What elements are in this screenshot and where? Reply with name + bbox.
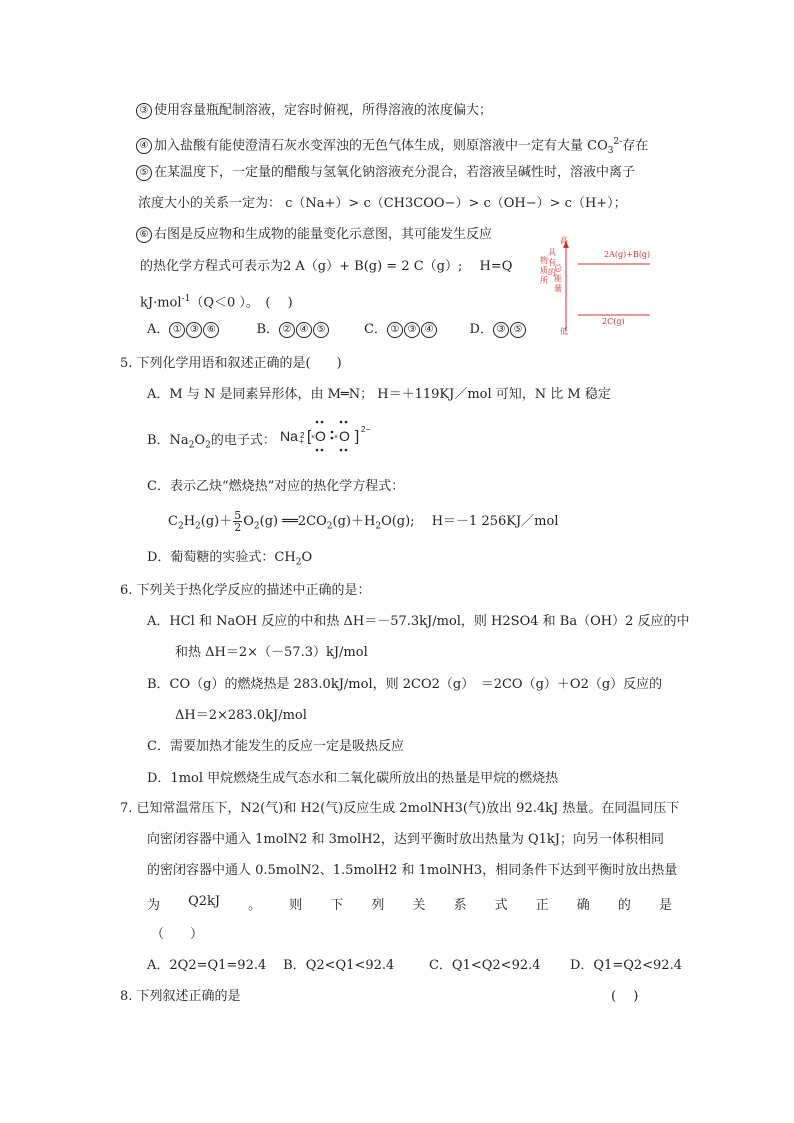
svg-text:[: [: [307, 428, 312, 445]
circled-number: ④: [421, 322, 437, 338]
eq-part: O: [243, 514, 254, 529]
justified-word: 确: [576, 898, 590, 913]
subscript: 3: [607, 145, 614, 156]
justified-word: 关: [412, 898, 426, 913]
option-text: O: [194, 433, 206, 448]
statement-6-line3: [140, 290, 293, 312]
option-value: 2Q2=Q1=92.4: [169, 958, 267, 973]
statement-text: kJ·mol: [140, 295, 182, 311]
option-value: [387, 322, 438, 337]
subscript: 2: [326, 521, 333, 532]
statement-6: [136, 226, 492, 244]
statement-6-line2: [140, 258, 512, 276]
circled-number: ③: [493, 322, 509, 338]
q4-options: [147, 321, 527, 339]
circled-number: ④: [296, 322, 312, 338]
svg-text:2: 2: [300, 431, 305, 440]
q8-stem: 8. 下列叙述正确的是: [120, 989, 241, 1004]
justified-word: 正: [535, 898, 549, 913]
option-text: O: [301, 550, 313, 565]
eq-part: O(g); H＝－1 256KJ／mol: [381, 514, 559, 529]
statement-5: [136, 164, 635, 182]
circled-number: ①: [387, 322, 403, 338]
q5-option-c-equation: [168, 510, 559, 536]
option-d[interactable]: [470, 321, 527, 339]
statement-4: [136, 133, 648, 160]
eq-part: (g)＋H: [332, 514, 376, 529]
axis-bottom-label: 低: [560, 327, 568, 336]
lower-level-label: 2C(g): [602, 317, 625, 326]
q7-answer-paren: （ ）: [151, 927, 204, 942]
subscript: 2: [195, 521, 201, 532]
option-label: A．: [147, 322, 170, 337]
circled-number: ⑤: [510, 322, 526, 338]
option-b[interactable]: [256, 321, 364, 339]
subscript: 2: [205, 440, 211, 451]
axis-y-label-char: 总: [554, 264, 562, 273]
option-label: B．: [283, 958, 306, 973]
subscript: 2: [188, 440, 195, 451]
svg-text:+: +: [299, 437, 304, 446]
svg-text:2−: 2−: [361, 425, 371, 434]
electron-formula-svg: [280, 414, 372, 454]
upper-level-label: 2A(g)+B(g): [604, 250, 651, 259]
superscript: 2-: [613, 137, 623, 147]
option-value: [279, 322, 330, 337]
q5-option-a[interactable]: A．M 与 N 是同素异形体，由 M═N； H＝＋119KJ／mol 可知，N 比 M 稳定: [147, 387, 611, 402]
justified-word: 是: [658, 898, 672, 913]
option-label: B．: [256, 322, 280, 337]
option-text: B．Na: [147, 433, 189, 448]
superscript: -1: [181, 294, 191, 304]
circled-number: ②: [279, 322, 295, 338]
q6-option-a[interactable]: A．HCl 和 NaOH 反应的中和热 ΔH＝－57.3kJ/mol，则 H2SO4 和 Ba（OH）2 反应的中: [147, 614, 690, 629]
svg-text:]: ]: [355, 428, 360, 445]
axis-y-label-char: 具: [548, 248, 556, 257]
energy-diagram: [538, 238, 658, 338]
subscript: 2: [177, 521, 184, 532]
justified-word: 。: [248, 898, 262, 913]
option-value: Q2<Q1<92.4: [305, 958, 395, 973]
axis-y-label-char: 能: [554, 274, 562, 283]
justified-word: 的: [617, 898, 631, 913]
subscript: 2: [375, 521, 382, 532]
subscript: 2: [295, 557, 302, 568]
option-text: D．葡萄糖的实验式：CH: [147, 550, 296, 565]
option-a[interactable]: [147, 321, 256, 339]
circled-number: ③: [404, 322, 420, 338]
option-d[interactable]: [570, 957, 682, 975]
option-b[interactable]: [283, 957, 429, 975]
q6-option-c[interactable]: C．需要加热才能发生的反应一定是吸热反应: [147, 739, 404, 754]
circled-number: ①: [169, 322, 185, 338]
q7-options: [147, 957, 682, 975]
option-value: Q1<Q2<92.4: [451, 958, 541, 973]
eq-part: H: [183, 514, 196, 529]
statement-text: 右图是反应物和生成物的能量变化示意图，其可能发生反应: [154, 227, 493, 242]
svg-text:Na: Na: [280, 428, 298, 444]
axis-top-label: 高: [560, 236, 568, 245]
q7-stem-line2: 向密闭容器中通入 1molN2 和 3molH2，达到平衡时放出热量为 Q1kJ；向另一体积相同: [147, 832, 664, 847]
circled-number: ④: [136, 138, 152, 154]
circled-number: ⑤: [313, 322, 329, 338]
justified-word: 则: [289, 898, 303, 913]
circled-number: ③: [136, 103, 152, 119]
justified-word: 系: [453, 898, 467, 913]
statement-text-end: 存在: [622, 138, 649, 154]
axis-y-label-char: 有: [548, 258, 556, 267]
q7-stem-line4: [147, 894, 672, 913]
fraction: [233, 510, 242, 533]
q6-option-a-cont: 和热 ΔH＝2×（－57.3）kJ/mol: [175, 645, 368, 660]
circled-number: ⑥: [203, 322, 219, 338]
svg-text:×: ×: [311, 434, 316, 441]
axis-y-label-char: 物: [540, 256, 548, 265]
q6-option-d[interactable]: D．1mol 甲烷燃烧生成气态水和二氧化碳所放出的热量是甲烷的燃烧热: [147, 771, 559, 786]
q5-option-d[interactable]: [147, 549, 312, 572]
svg-text:×: ×: [334, 434, 339, 441]
statement-text-end: （Q＜0 ）。 ( ): [190, 295, 293, 311]
svg-text:O: O: [339, 428, 350, 444]
justified-word: 下: [330, 898, 344, 913]
option-label: D．: [569, 958, 594, 973]
axis-y-label-char: 量: [554, 284, 562, 293]
q7-stem-line1: 7. 已知常温常压下，N2(气)和 H2(气)反应生成 2molNH3(气)放出 92.4kJ 热量。在同温同压下: [120, 801, 680, 816]
q5-stem: 5. 下列化学用语和叙述正确的是( ): [120, 356, 342, 371]
statement-5-line2: 浓度大小的关系一定为： c（Na+）> c（CH3COO−）> c（OH−）> c（H+）；: [138, 196, 627, 211]
statement-text: 使用容量瓶配制溶液，定容时俯视，所得溶液的浓度偏大；: [154, 103, 493, 118]
eq-part: (g) ══2CO: [259, 514, 327, 529]
axis-y-label-char: 质: [540, 266, 548, 275]
statement-3: [136, 102, 492, 120]
circled-number: ⑤: [136, 165, 152, 181]
subscript: 2: [253, 521, 260, 532]
option-a[interactable]: [147, 957, 283, 975]
q6-option-b-cont: ΔH＝2×283.0kJ/mol: [175, 708, 307, 723]
q6-option-b[interactable]: B．CO（g）的燃烧热是 283.0kJ/mol，则 2CO2（g） ＝2CO（g）＋O2（g）反应的: [147, 677, 663, 692]
option-value: Q1=Q2<92.4: [593, 958, 682, 973]
justified-word: 列: [371, 898, 385, 913]
option-label: C．: [363, 322, 387, 337]
fraction-numerator: 5: [234, 509, 242, 522]
statement-text: 在某温度下，一定量的醋酸与氢氧化钠溶液充分混合，若溶液呈碱性时，溶液中离子: [154, 165, 636, 180]
eq-part: C: [168, 514, 178, 529]
q5-option-c[interactable]: C．表示乙炔“燃烧热”对应的热化学方程式：: [147, 479, 405, 494]
option-c[interactable]: [364, 321, 470, 339]
option-text: 的电子式：: [210, 433, 276, 448]
option-label: A．: [147, 958, 170, 973]
q8-answer-paren: ( ): [611, 989, 639, 1004]
justified-word: 为: [147, 898, 161, 913]
fraction-denominator: 2: [234, 521, 242, 534]
q6-stem: 6. 下列关于热化学反应的描述中正确的是：: [120, 583, 371, 598]
axis-y-label-char: 的: [548, 268, 556, 277]
circled-number: ⑥: [136, 227, 152, 243]
option-label: D．: [469, 322, 493, 337]
justified-word: 式: [494, 898, 508, 913]
option-c[interactable]: [429, 957, 570, 975]
option-value: [169, 322, 220, 337]
circled-number: ③: [186, 322, 202, 338]
eq-part: (g)＋: [200, 514, 233, 529]
axis-y-label-char: 所: [540, 276, 548, 285]
option-label: C．: [428, 958, 452, 973]
statement-text: 的热化学方程式可表示为2 A（g）+ B(g) = 2 C（g）; H=Q: [140, 259, 513, 274]
statement-text: 加入盐酸有能使澄清石灰水变浑浊的无色气体生成，则原溶液中一定有大量 CO: [154, 138, 608, 154]
justified-word: Q2kJ: [188, 894, 221, 909]
svg-text:O: O: [315, 428, 326, 444]
option-value: [493, 322, 527, 337]
q5-option-b[interactable]: [147, 432, 276, 455]
q7-stem-line3: 的密闭容器中通人 0.5molN2、1.5molH2 和 1molNH3，相同条件下达到平衡时放出热量: [147, 863, 678, 878]
